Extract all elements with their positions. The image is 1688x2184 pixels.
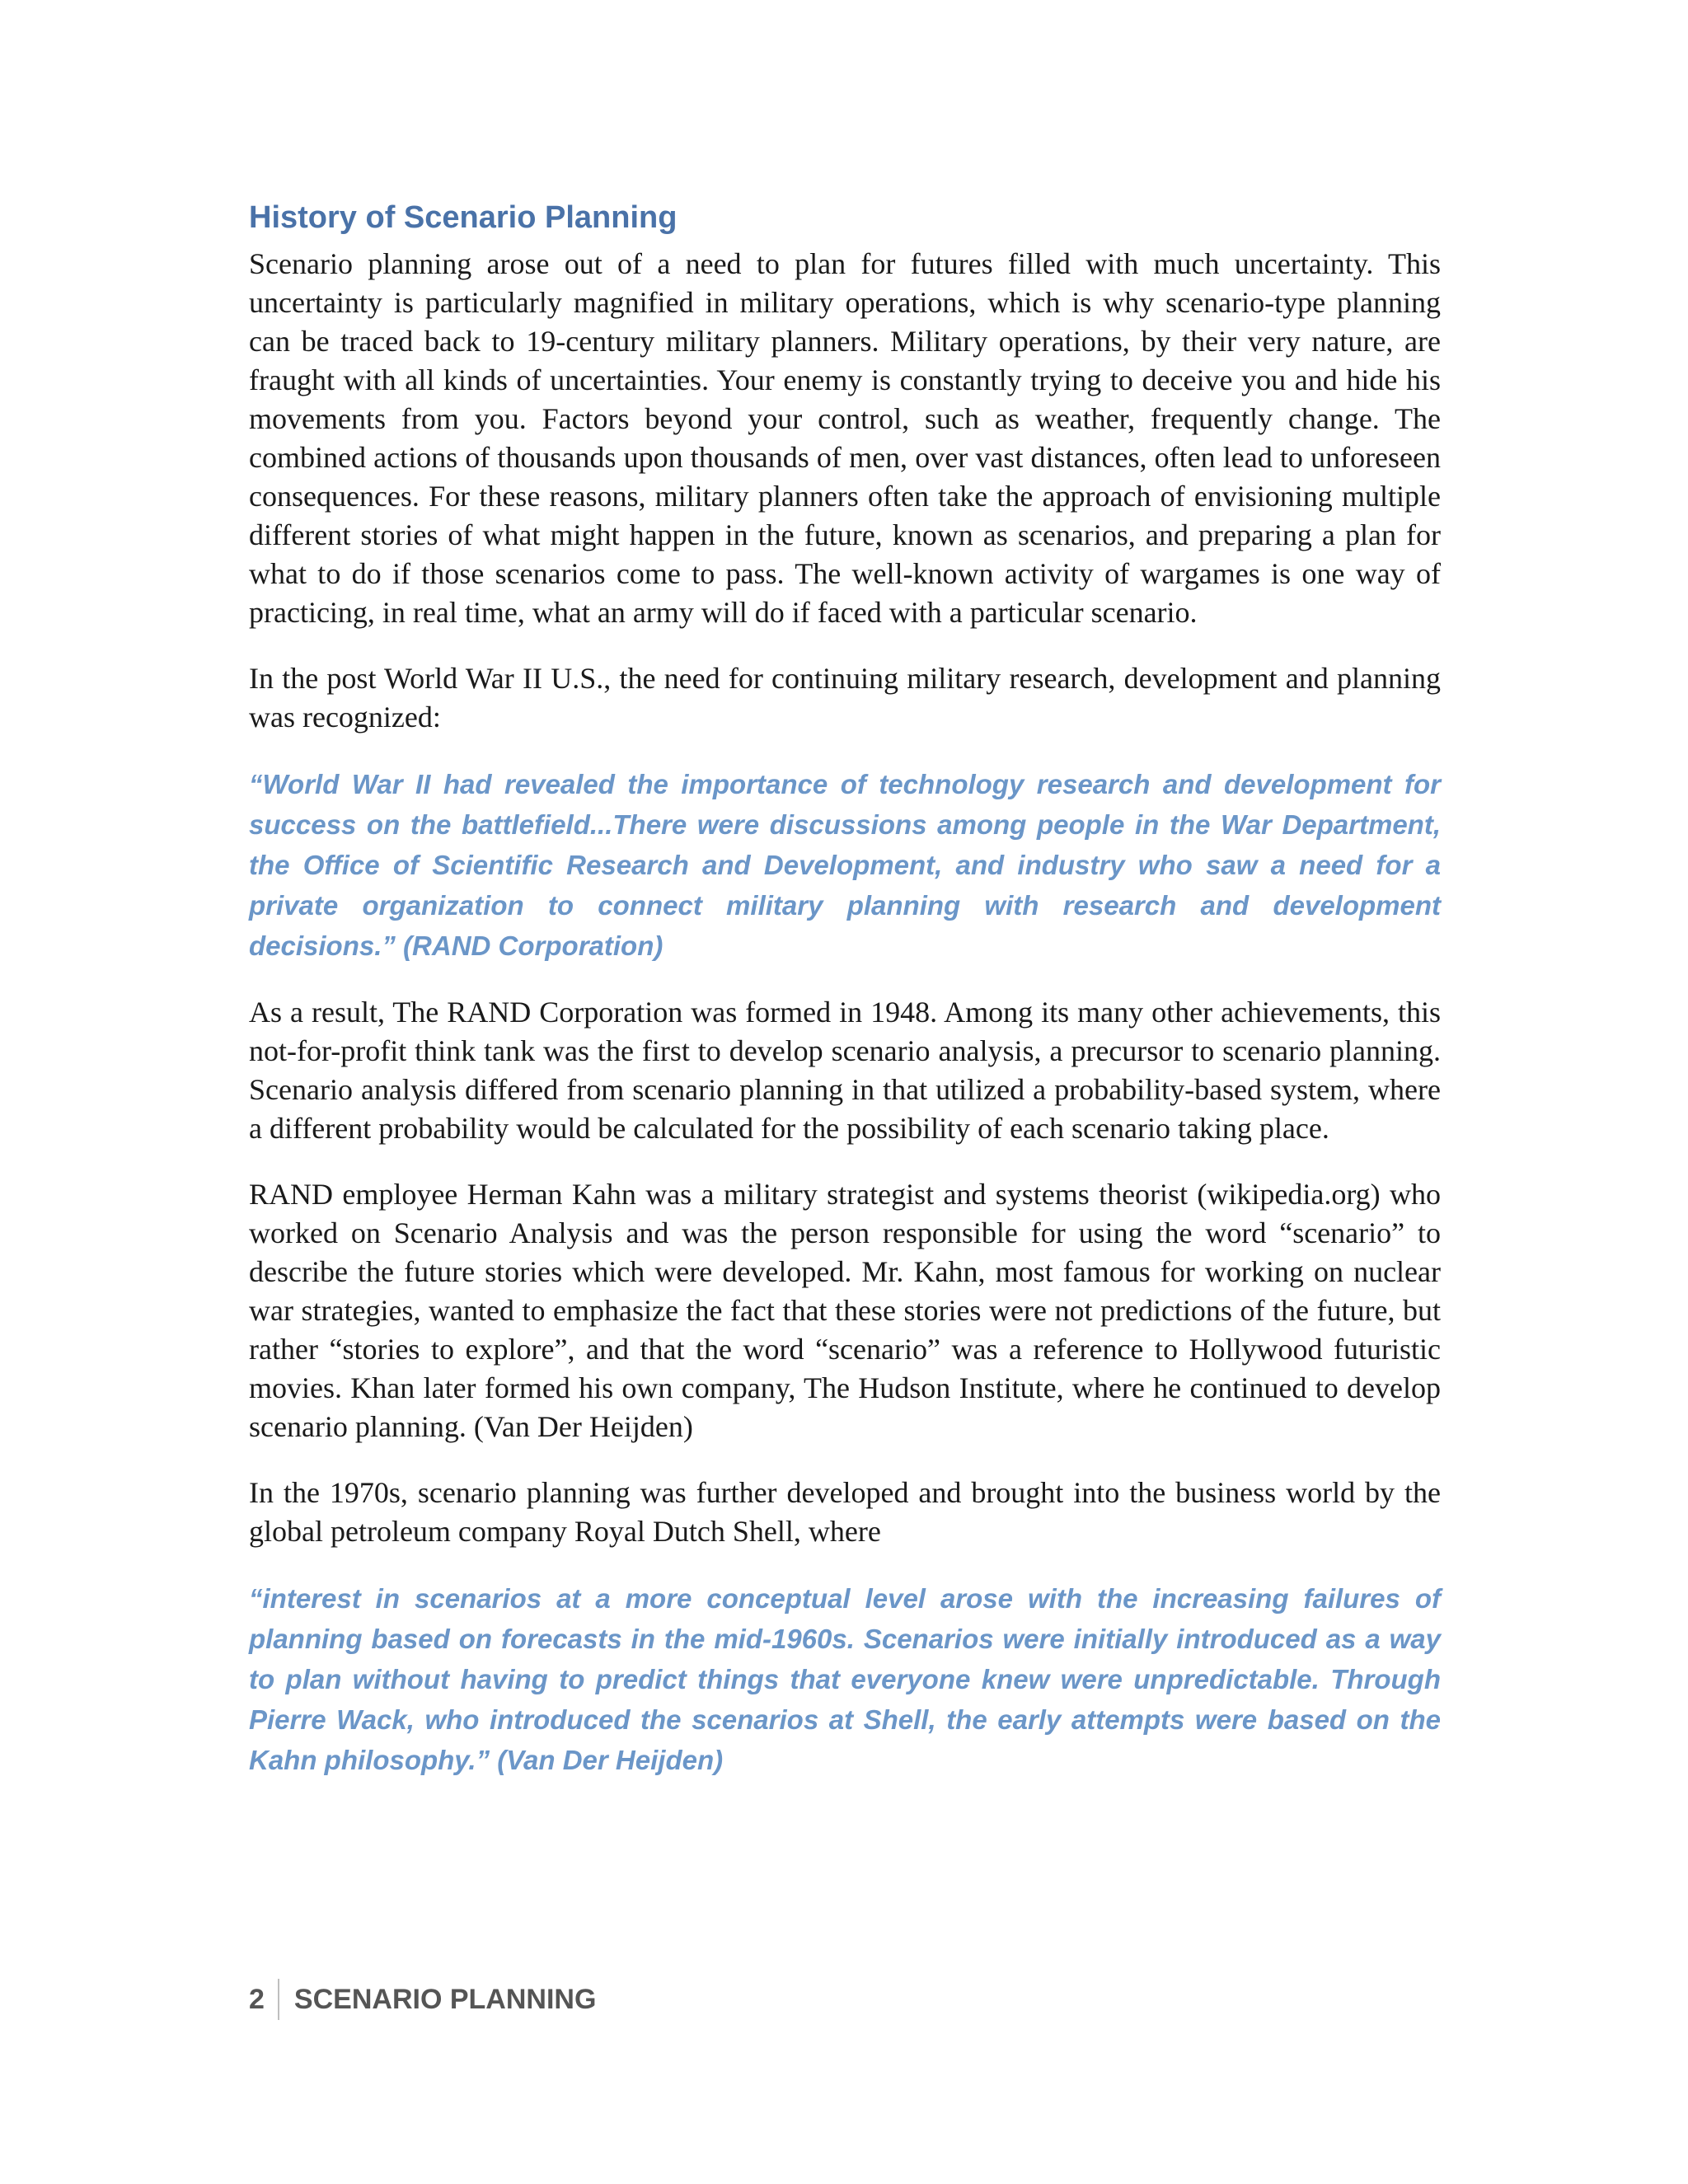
page-footer xyxy=(249,1978,596,2021)
footer-divider xyxy=(278,1979,279,2020)
page-content xyxy=(249,198,1441,1807)
page-number: 2 xyxy=(249,1983,265,2015)
quote-rand-corporation: “World War II had revealed the importance of technology research and development for success on the battlefield...There were discussions among people in the War Department, the Office of Scientific Research and Development, and industry who saw a need for a private organization to connect military planning with research and development decisions.” (RAND Corporation) xyxy=(249,769,1441,962)
quote-van-der-heijden: “interest in scenarios at a more conceptual level arose with the increasing failures of planning based on forecasts in the mid-1960s. Scenarios were initially introduced as a way to plan without having to predict things that everyone knew were unpredictable. Through Pierre Wack, who introduced the scenarios at Shell, the early attempts were based on the Kahn philosophy.” (Van Der Heijden) xyxy=(249,1583,1441,1776)
paragraph-herman-kahn: RAND employee Herman Kahn was a military strategist and systems theorist (wikipedia.org) who worked on Scenario Analysis and was the person responsible for using the word “scenario” to describe the future stories which were developed. Mr. Kahn, most famous for working on nuclear war strategies, wanted to emphasize the fact that these stories were not predictions of the future, but rather “stories to explore”, and that the word “scenario” was a reference to Hollywood futuristic movies. Khan later formed his own company, The Hudson Institute, where he continued to develop scenario planning. (Van Der Heijden) xyxy=(249,1178,1441,1444)
paragraph-post-ww2: In the post World War II U.S., the need for continuing military research, development and planning was recognized: xyxy=(249,662,1441,734)
section-heading: History of Scenario Planning xyxy=(249,200,678,235)
footer-title: SCENARIO PLANNING xyxy=(293,1983,597,2015)
paragraph-military-origins: Scenario planning arose out of a need to plan for futures filled with much uncertainty. This uncertainty is particularly magnified in military operations, which is why scenario-type planning can be traced back to 19-century military planners. Military operations, by their very nature, are fraught with all kinds of uncertainties. Your enemy is constantly trying to deceive you and hide his movements from you. Factors beyond your control, such as weather, frequently change. The combined actions of thousands upon thousands of men, over vast distances, often lead to unforeseen consequences. For these reasons, military planners often take the approach of envisioning multiple different stories of what might happen in the future, known as scenarios, and preparing a plan for what to do if those scenarios come to pass. The well-known activity of wargames is one way of practicing, in real time, what an army will do if faced with a particular scenario. xyxy=(249,247,1441,630)
paragraph-royal-dutch-shell: In the 1970s, scenario planning was further developed and brought into the business world by the global petroleum company Royal Dutch Shell, where xyxy=(249,1476,1441,1549)
paragraph-rand-formation: As a result, The RAND Corporation was formed in 1948. Among its many other achievements, this not-for-profit think tank was the first to develop scenario analysis, a precursor to scenario planning. Scenario analysis differed from scenario planning in that utilized a probability-based system, where a different probability would be calculated for the possibility of each scenario taking place. xyxy=(249,996,1441,1146)
